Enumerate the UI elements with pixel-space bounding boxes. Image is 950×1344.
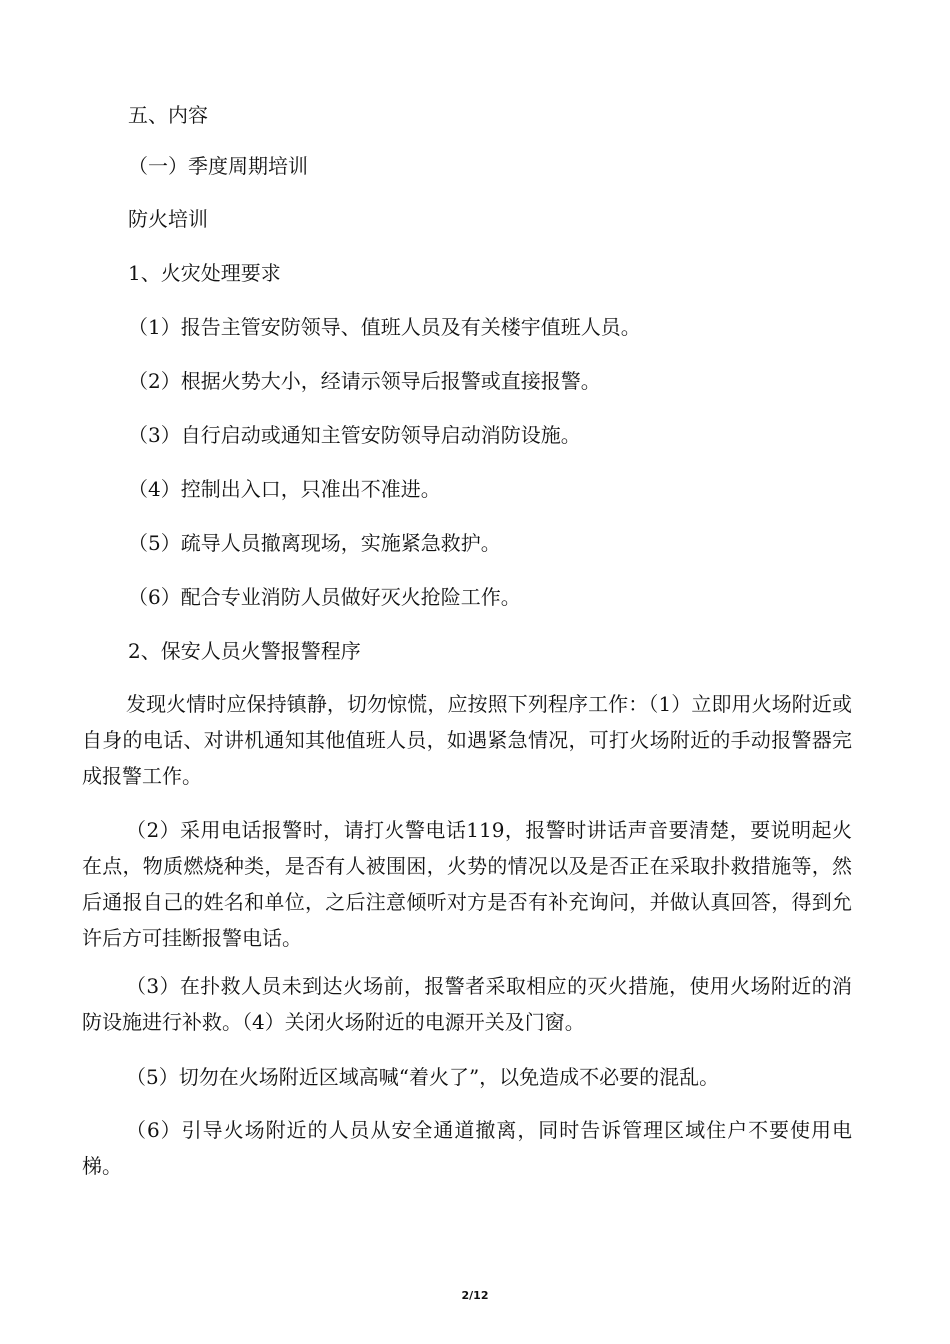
paragraph: （3）在扑救人员未到达火场前，报警者采取相应的灭火措施，使用火场附近的消防设施进行补救。（4）关闭火场附近的电源开关及门窗。 — [82, 974, 852, 1034]
list-item: （5）疏导人员撤离现场，实施紧急救护。 — [128, 531, 501, 555]
topic-title: 防火培训 — [128, 207, 208, 231]
heading-fire-handling: 1、火灾处理要求 — [128, 261, 281, 285]
paragraph: （6）引导火场附近的人员从安全通道撤离，同时告诉管理区域住户不要使用电梯。 — [82, 1118, 852, 1178]
list-item: （1）报告主管安防领导、值班人员及有关楼宇值班人员。 — [128, 315, 641, 339]
heading-alarm-procedure: 2、保安人员火警报警程序 — [128, 639, 361, 663]
list-item: （3）自行启动或通知主管安防领导启动消防设施。 — [128, 423, 581, 447]
subsection-title: （一）季度周期培训 — [128, 154, 308, 178]
section-title: 五、内容 — [128, 103, 208, 127]
page-number: 2/12 — [461, 1289, 489, 1302]
list-item: （4）控制出入口，只准出不准进。 — [128, 477, 441, 501]
list-item: （2）根据火势大小，经请示领导后报警或直接报警。 — [128, 369, 601, 393]
paragraph: （2）采用电话报警时，请打火警电话119，报警时讲话声音要清楚，要说明起火在点，物质燃烧种类，是否有人被围困，火势的情况以及是否正在采取扑救措施等，然后通报自己的姓名和单位，之后注意倾听对方是否有补充询问，并做认真回答，得到允许后方可挂断报警电话。 — [82, 818, 852, 950]
paragraph: （5）切勿在火场附近区域高喊“着火了”，以免造成不必要的混乱。 — [126, 1065, 720, 1089]
paragraph: 发现火情时应保持镇静，切勿惊慌，应按照下列程序工作：（1）立即用火场附近或自身的电话、对讲机通知其他值班人员，如遇紧急情况，可打火场附近的手动报警器完成报警工作。 — [82, 692, 852, 788]
list-item: （6）配合专业消防人员做好灭火抢险工作。 — [128, 585, 521, 609]
